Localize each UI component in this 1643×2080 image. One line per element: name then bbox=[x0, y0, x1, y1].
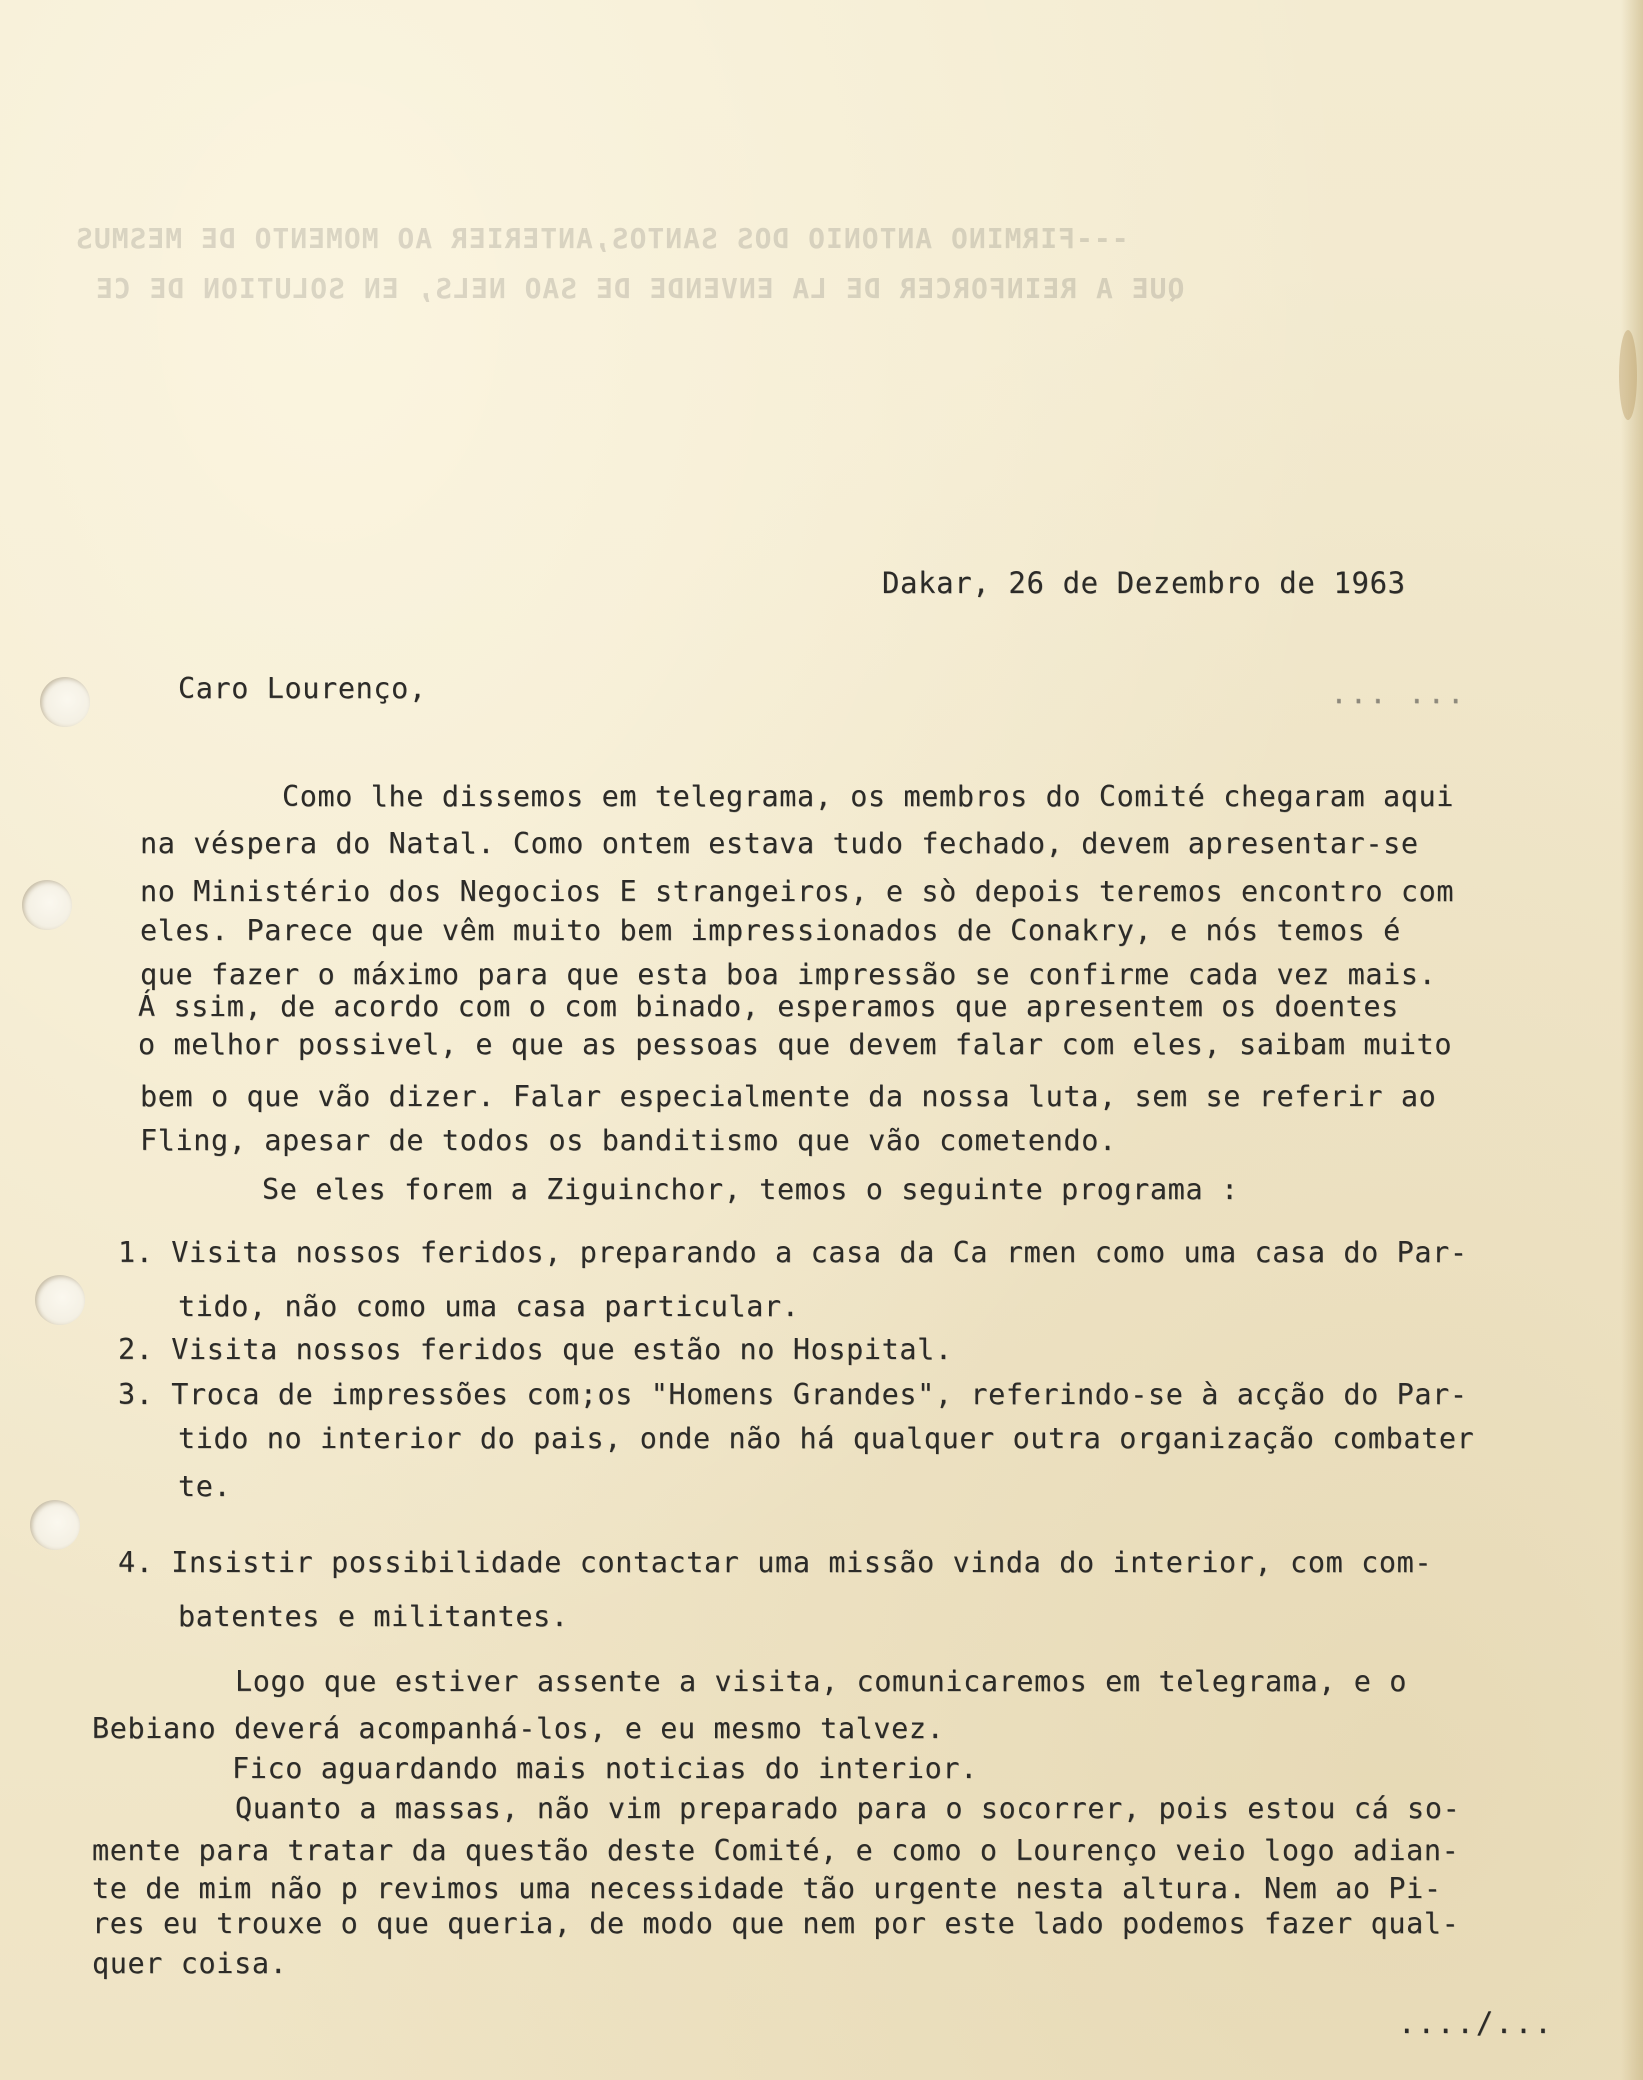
page-continuation: ..../... bbox=[1398, 2006, 1554, 2040]
program-item-1-cont: tido, não como uma casa particular. bbox=[178, 1290, 800, 1323]
program-item-2: 2. Visita nossos feridos que estão no Hospital. bbox=[118, 1333, 953, 1366]
body-line-10: Se eles forem a Ziguinchor, temos o seguinte programa : bbox=[262, 1173, 1239, 1206]
program-item-1: 1. Visita nossos feridos, preparando a casa da Ca rmen como uma casa do Par- bbox=[118, 1236, 1468, 1269]
punch-hole-3 bbox=[35, 1275, 85, 1325]
closing-line-1: Logo que estiver assente a visita, comunicaremos em telegrama, e o bbox=[235, 1665, 1408, 1698]
paper-stain bbox=[1619, 330, 1637, 420]
closing-line-6: te de mim não p revimos uma necessidade tão urgente nesta altura. Nem ao Pi- bbox=[92, 1872, 1442, 1905]
closing-line-5: mente para tratar da questão deste Comité, e como o Lourenço veio logo adian- bbox=[92, 1834, 1460, 1867]
closing-line-2: Bebiano deverá acompanhá-los, e eu mesmo talvez. bbox=[92, 1712, 945, 1745]
body-line-3: no Ministério dos Negocios E strangeiros, e sò depois teremos encontro com bbox=[140, 875, 1455, 908]
program-item-3-cont2: te. bbox=[178, 1470, 232, 1503]
closing-line-3: Fico aguardando mais noticias do interior. bbox=[232, 1752, 978, 1785]
bleed-through-line-2: QUE A REINFORCER DE LA ENVENDE DE SAO NELS, EN SOLUTION DE CE bbox=[95, 272, 1185, 305]
program-item-3-cont: tido no interior do pais, onde não há qualquer outra organização combater bbox=[178, 1422, 1475, 1455]
body-line-5: que fazer o máximo para que esta boa impressão se confirme cada vez mais. bbox=[140, 958, 1437, 991]
body-line-8: bem o que vão dizer. Falar especialmente da nossa luta, sem se referir ao bbox=[140, 1080, 1437, 1113]
bleed-through-line-1: ---FIRMINO ANTONIO DOS SANTOS,ANTERIER AO MOMENTO DE MESMUS bbox=[75, 222, 1129, 255]
body-line-2: na véspera do Natal. Como ontem estava tudo fechado, devem apresentar-se bbox=[140, 827, 1419, 860]
closing-line-8: quer coisa. bbox=[92, 1947, 288, 1980]
program-item-3: 3. Troca de impressões com;os "Homens Grandes", referindo-se à acção do Par- bbox=[118, 1378, 1468, 1411]
body-line-6: Á ssim, de acordo com o com binado, esperamos que apresentem os doentes bbox=[138, 990, 1399, 1023]
program-item-4: 4. Insistir possibilidade contactar uma missão vinda do interior, com com- bbox=[118, 1546, 1433, 1579]
punch-hole-4 bbox=[30, 1500, 80, 1550]
body-line-4: eles. Parece que vêm muito bem impressionados de Conakry, e nós temos é bbox=[140, 914, 1401, 947]
paper-edge bbox=[1621, 0, 1643, 2080]
salutation: Caro Lourenço, bbox=[178, 672, 427, 705]
letter-date: Dakar, 26 de Dezembro de 1963 bbox=[882, 566, 1406, 600]
closing-line-7: res eu trouxe o que queria, de modo que nem por este lado podemos fazer qual- bbox=[92, 1907, 1460, 1940]
closing-line-4: Quanto a massas, não vim preparado para o socorrer, pois estou cá so- bbox=[235, 1792, 1461, 1825]
faded-mark: ... ... bbox=[1330, 676, 1467, 710]
punch-hole-2 bbox=[22, 880, 72, 930]
body-line-9: Fling, apesar de todos os banditismo que vão cometendo. bbox=[140, 1124, 1117, 1157]
program-item-4-cont: batentes e militantes. bbox=[178, 1600, 569, 1633]
body-line-7: o melhor possivel, e que as pessoas que devem falar com eles, saibam muito bbox=[138, 1028, 1453, 1061]
body-line-1: Como lhe dissemos em telegrama, os membros do Comité chegaram aqui bbox=[282, 780, 1455, 813]
punch-hole-1 bbox=[40, 677, 90, 727]
